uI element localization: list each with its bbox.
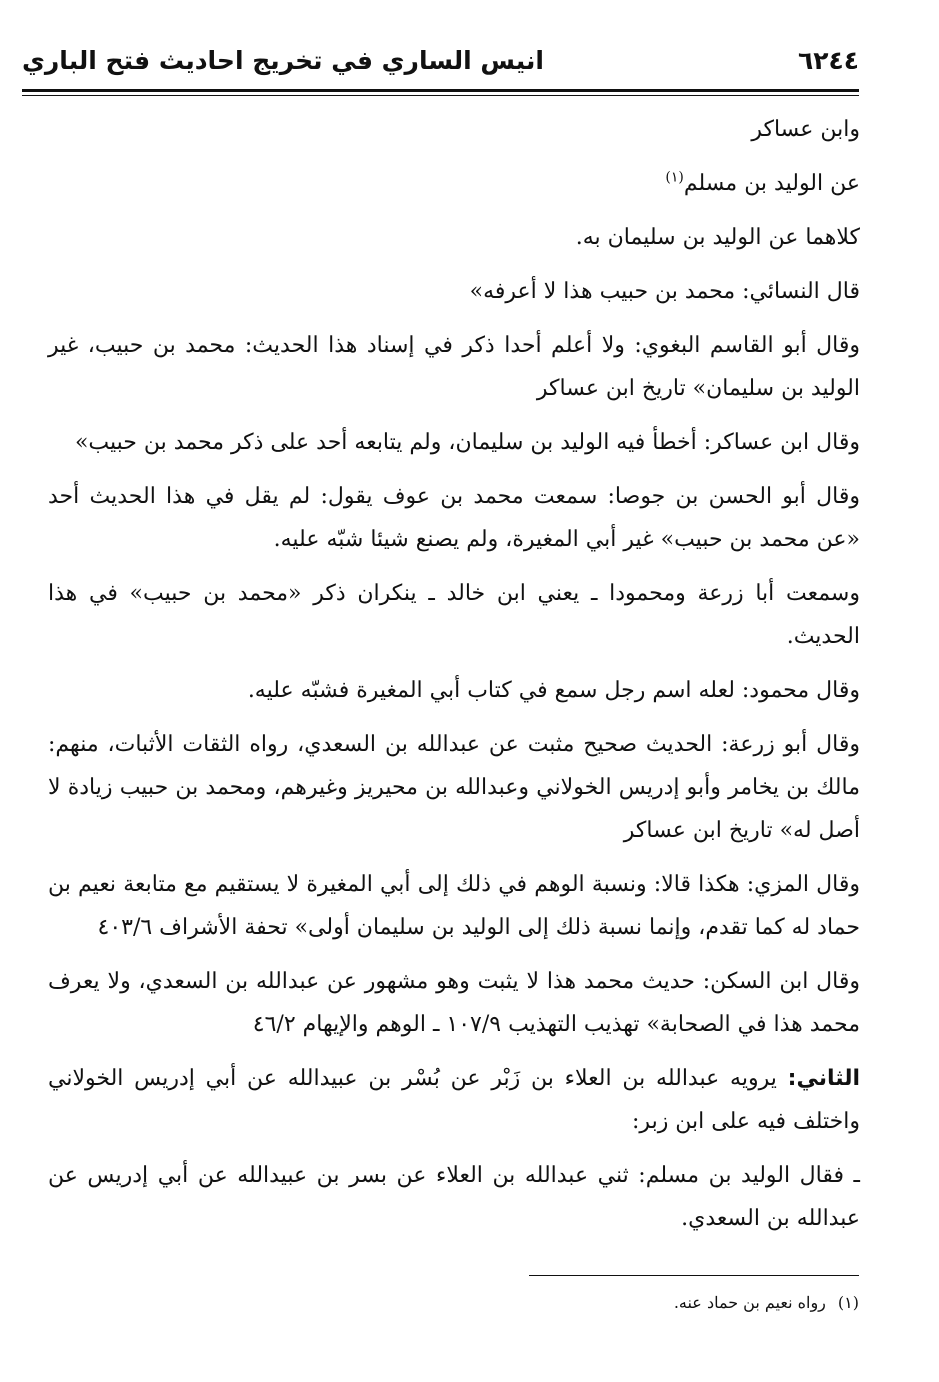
- header-rule-thin: [22, 95, 859, 96]
- paragraph-text: ـ فقال الوليد بن مسلم: ثني عبدالله بن العلاء عن بسر بن عبيدالله عن أبي إدريس عن عبدالله بن السعدي.: [48, 1163, 860, 1231]
- paragraph-10: [48, 723, 860, 852]
- paragraph-text: كلاهما عن الوليد بن سليمان به.: [575, 225, 860, 250]
- paragraph-lead: الثاني:: [787, 1066, 860, 1091]
- paragraph-8: [48, 572, 860, 658]
- paragraph-text: وقال أبو زرعة: الحديث صحيح مثبت عن عبدالله بن السعدي، رواه الثقات الأثبات، منهم: مالك بن يخامر وأبو إدريس الخولاني وعبدالله بن محيريز وغيرهم، ومحمد بن حبيب زيادة لا أصل له» تاريخ ابن عساكر: [48, 732, 860, 843]
- paragraph-13: [48, 1057, 860, 1143]
- paragraph-6: [48, 421, 860, 464]
- paragraph-12: [48, 960, 860, 1046]
- paragraph-text: قال النسائي: محمد بن حبيب هذا لا أعرفه»: [469, 279, 860, 304]
- paragraph-text: وسمعت أبا زرعة ومحمودا ـ يعني ابن خالد ـ ينكران ذكر «محمد بن حبيب» في هذا الحديث.: [48, 581, 860, 649]
- footnote: [79, 1290, 859, 1316]
- paragraph-text: عن الوليد بن مسلم: [683, 171, 860, 196]
- paragraph-text: وقال محمود: لعله اسم رجل سمع في كتاب أبي المغيرة فشبّه عليه.: [247, 678, 860, 703]
- paragraph-text: وقال أبو الحسن بن جوصا: سمعت محمد بن عوف يقول: لم يقل في هذا الحديث أحد «عن محمد بن حبيب» غير أبي المغيرة، ولم يصنع شيئا شبّه عليه.: [48, 484, 860, 552]
- paragraph-11: [48, 863, 860, 949]
- paragraph-text: يرويه عبدالله بن العلاء بن زَبْر عن بُسْر بن عبيدالله عن أبي إدريس الخولاني واختلف فيه على ابن زبر:: [48, 1066, 860, 1134]
- paragraph-4: [48, 270, 860, 313]
- paragraph-text: وابن عساكر: [751, 117, 860, 142]
- footnote-marker: (١): [665, 169, 684, 186]
- paragraph-text: وقال ابن عساكر: أخطأ فيه الوليد بن سليمان، ولم يتابعه أحد على ذكر محمد بن حبيب»: [74, 430, 860, 455]
- page-number: ٦٢٤٤: [797, 46, 859, 75]
- paragraph-14: [48, 1154, 860, 1240]
- paragraph-text: وقال أبو القاسم البغوي: ولا أعلم أحدا ذكر في إسناد هذا الحديث: محمد بن حبيب، غير الوليد بن سليمان» تاريخ ابن عساكر: [48, 333, 860, 401]
- paragraph-text: وقال المزي: هكذا قالا: ونسبة الوهم في ذلك إلى أبي المغيرة لا يستقيم مع متابعة نعيم بن حماد له كما تقدم، وإنما نسبة ذلك إلى الوليد بن سليمان أولى» تحفة الأشراف ٤٠٣/٦: [48, 872, 860, 940]
- book-title: انيس الساري في تخريج احاديث فتح الباري: [22, 46, 544, 75]
- header-rule: [22, 89, 859, 92]
- running-header: [22, 42, 859, 92]
- footnote-text: رواه نعيم بن حماد عنه.: [673, 1293, 826, 1312]
- paragraph-1: [48, 108, 860, 151]
- paragraph-text: وقال ابن السكن: حديث محمد هذا لا يثبت وهو مشهور عن عبدالله بن السعدي، ولا يعرف محمد هذا في الصحابة» تهذيب التهذيب ١٠٧/٩ ـ الوهم والإيهام ٤٦/٢: [48, 969, 860, 1037]
- paragraph-7: [48, 475, 860, 561]
- footnote-rule: [529, 1275, 859, 1276]
- paragraph-2: [48, 162, 860, 205]
- paragraph-5: [48, 324, 860, 410]
- page-body: [48, 108, 860, 1251]
- footnote-number: (١): [837, 1293, 859, 1312]
- paragraph-9: [48, 669, 860, 712]
- paragraph-3: [48, 216, 860, 259]
